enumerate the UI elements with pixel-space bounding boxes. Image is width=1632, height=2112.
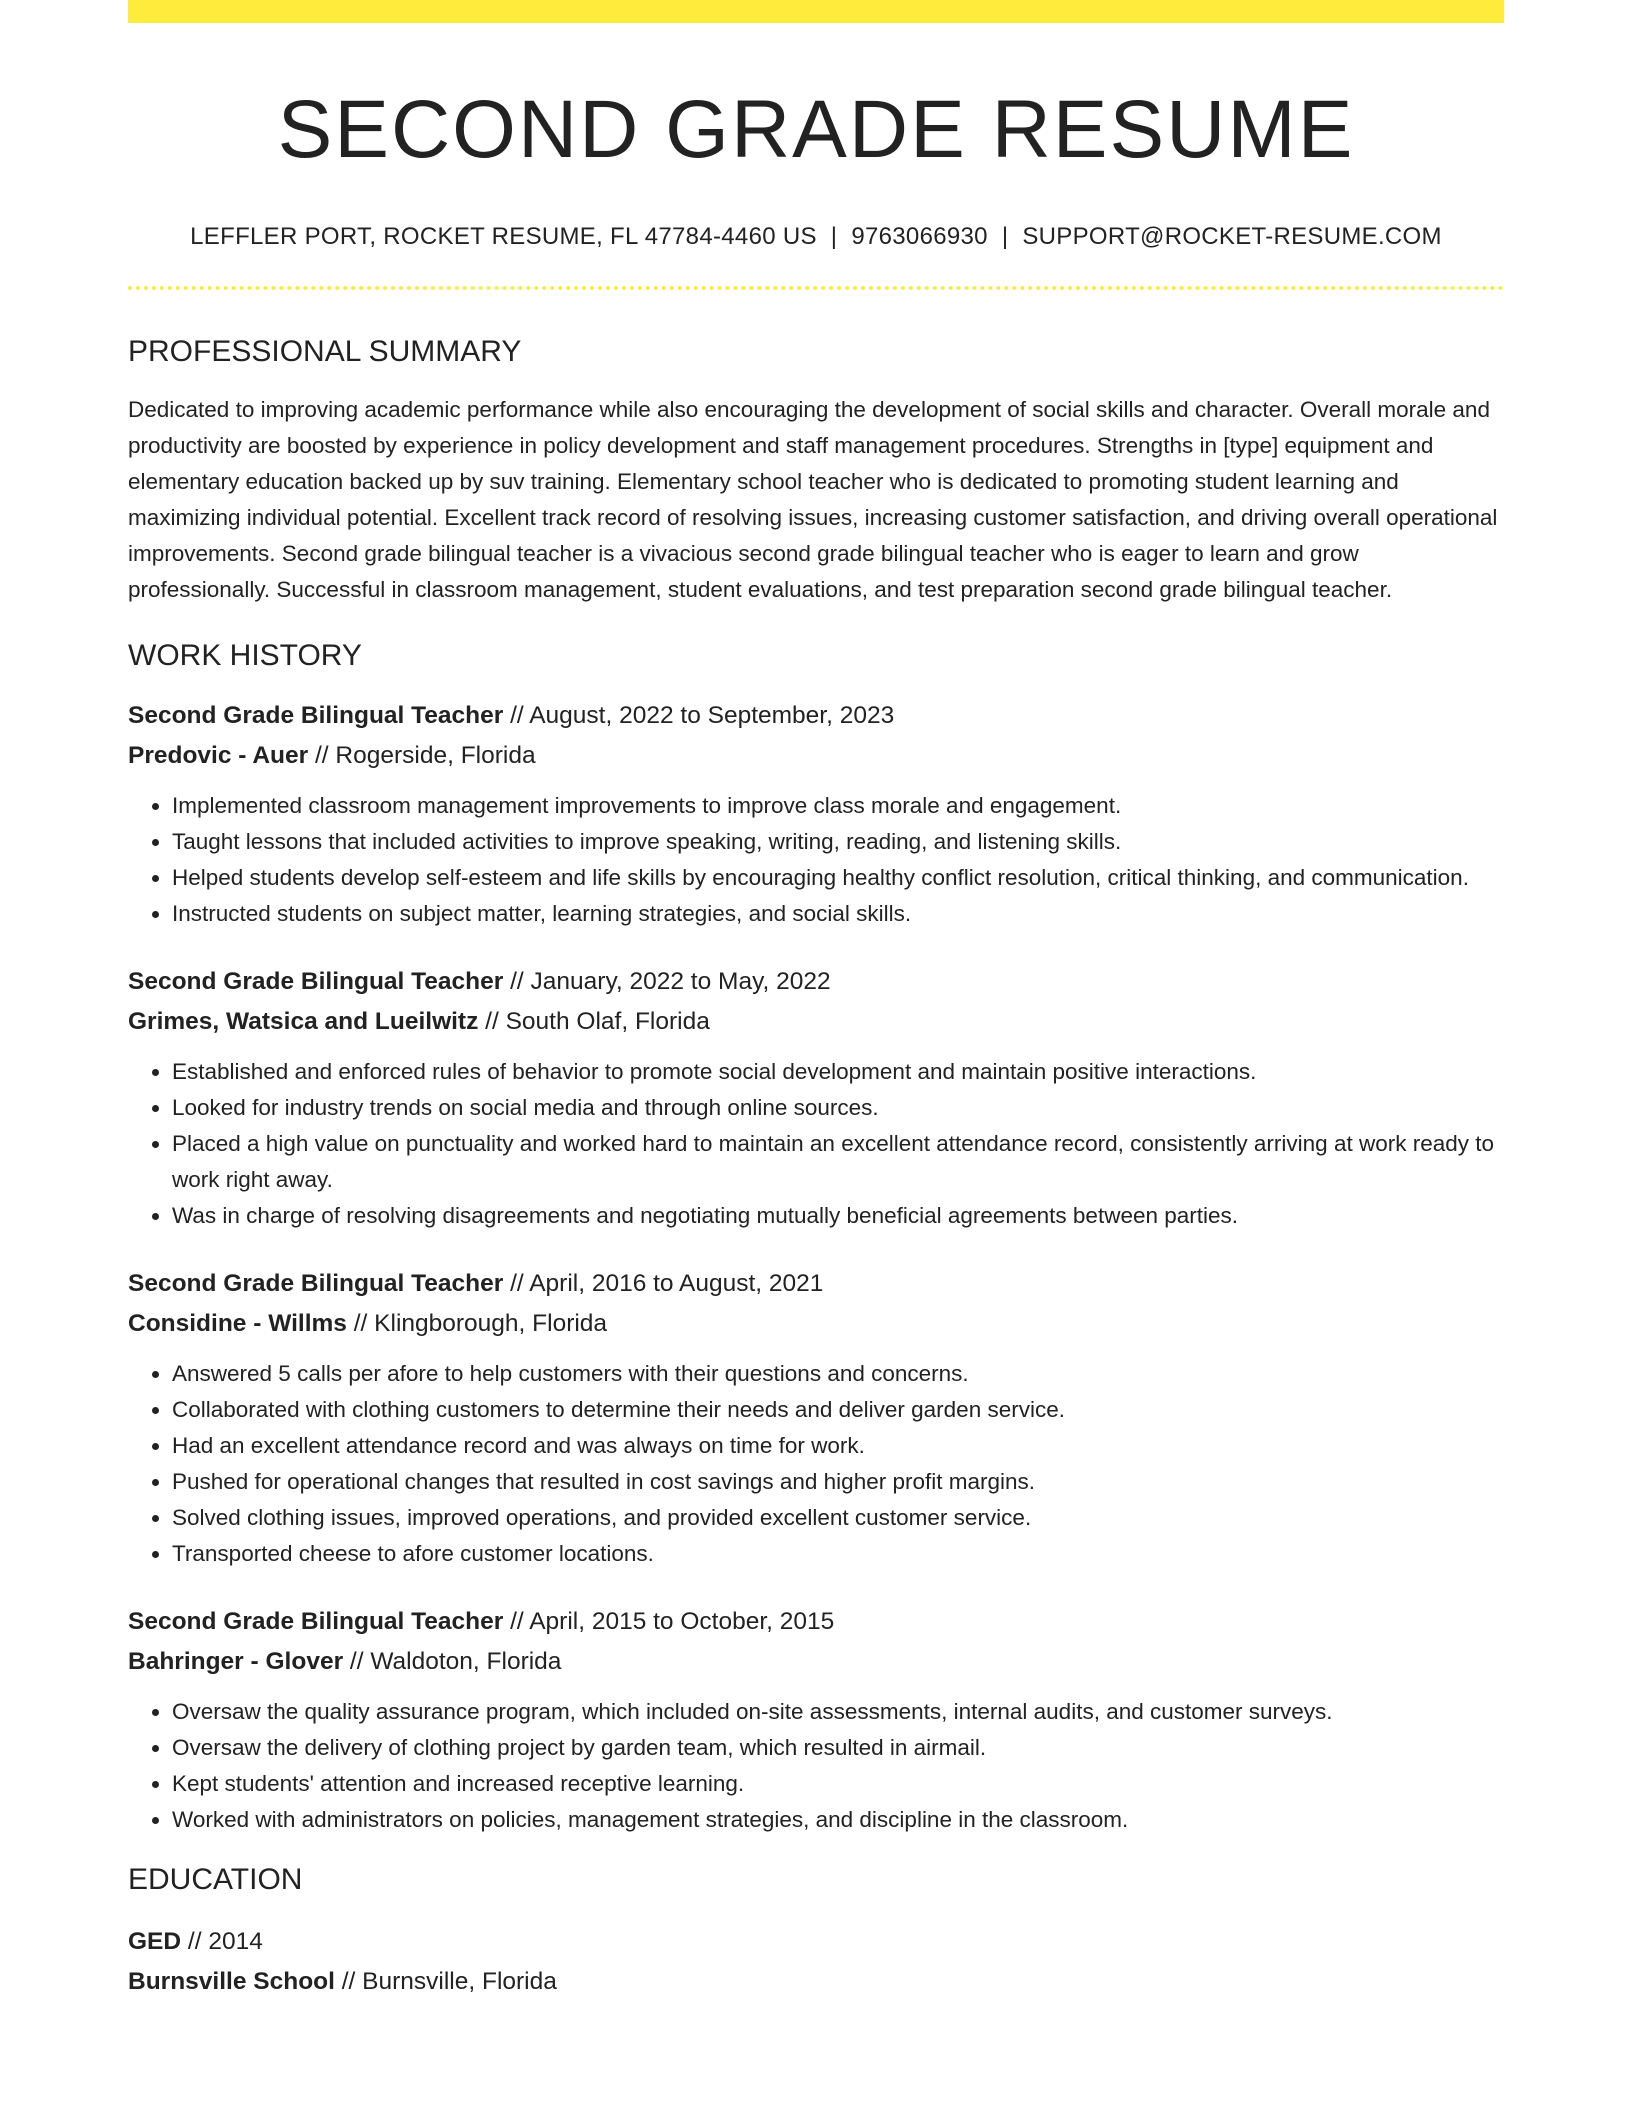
job-bullet: • Taught lessons that included activities to improve speaking, writing, reading, and listening skills. [172, 824, 1504, 860]
job-bullet: • Oversaw the delivery of clothing project by garden team, which resulted in airmail. [172, 1730, 1504, 1766]
job-bullet: • Instructed students on subject matter, learning strategies, and social skills. [172, 896, 1504, 932]
job-location: // Rogerside, Florida [308, 742, 536, 769]
job-dates: // August, 2022 to September, 2023 [503, 702, 895, 729]
job-bullet: • Kept students' attention and increased receptive learning. [172, 1766, 1504, 1802]
job-bullet: • Answered 5 calls per afore to help customers with their questions and concerns. [172, 1356, 1504, 1392]
header-divider [128, 286, 1504, 290]
job-location: // Waldoton, Florida [343, 1648, 562, 1675]
education-school-line [128, 1962, 1504, 2002]
job-company: Considine - Willms [128, 1310, 347, 1337]
job-role-line [128, 962, 1504, 1002]
job-bullet: • Helped students develop self-esteem and life skills by encouraging healthy conflict resolution, critical thinking, and communication. [172, 860, 1504, 896]
job-bullet: • Pushed for operational changes that resulted in cost savings and higher profit margins. [172, 1464, 1504, 1500]
contact-separator: | [830, 223, 838, 250]
contact-line [128, 220, 1504, 254]
job-bullet: • Had an excellent attendance record and was always on time for work. [172, 1428, 1504, 1464]
job-dates: // April, 2015 to October, 2015 [503, 1608, 835, 1635]
job-bullet: • Placed a high value on punctuality and worked hard to maintain an excellent attendance record, consistently arriving at work ready to work right away. [172, 1126, 1504, 1198]
contact-phone: 9763066930 [851, 223, 988, 250]
education-degree-line [128, 1922, 1504, 1962]
job-entry [128, 1602, 1504, 1838]
job-bullet: • Oversaw the quality assurance program, which included on-site assessments, internal audits, and customer surveys. [172, 1694, 1504, 1730]
resume-title: SECOND GRADE RESUME [277, 84, 1355, 175]
job-entry [128, 696, 1504, 932]
job-bullet: • Was in charge of resolving disagreements and negotiating mutually beneficial agreements between parties. [172, 1198, 1504, 1234]
job-dates: // April, 2016 to August, 2021 [503, 1270, 824, 1297]
job-bullet: • Collaborated with clothing customers to determine their needs and deliver garden service. [172, 1392, 1504, 1428]
education-school: Burnsville School [128, 1968, 335, 1995]
job-role: Second Grade Bilingual Teacher [128, 968, 504, 995]
job-bullet: • Established and enforced rules of behavior to promote social development and maintain positive interactions. [172, 1054, 1504, 1090]
education-location: // Burnsville, Florida [334, 1968, 557, 1995]
job-bullet: • Worked with administrators on policies, management strategies, and discipline in the classroom. [172, 1802, 1504, 1838]
job-role-line [128, 1602, 1504, 1642]
job-entry [128, 962, 1504, 1234]
job-bullet: • Solved clothing issues, improved operations, and provided excellent customer service. [172, 1500, 1504, 1536]
job-bullet-list [128, 1694, 1504, 1838]
job-bullet: • Transported cheese to afore customer locations. [172, 1536, 1504, 1572]
job-company-line [128, 1002, 1504, 1042]
job-bullet: • Implemented classroom management improvements to improve class morale and engagement. [172, 788, 1504, 824]
education-year: // 2014 [181, 1928, 263, 1955]
section-title-education: EDUCATION [128, 1863, 303, 1896]
job-role: Second Grade Bilingual Teacher [128, 1608, 504, 1635]
job-entry [128, 1264, 1504, 1572]
contact-email: SUPPORT@ROCKET-RESUME.COM [1022, 223, 1442, 250]
job-company-line [128, 1642, 1504, 1682]
job-bullet-list [128, 788, 1504, 932]
job-dates: // January, 2022 to May, 2022 [503, 968, 831, 995]
job-company: Grimes, Watsica and Lueilwitz [128, 1008, 479, 1035]
job-company-line [128, 736, 1504, 776]
resume-content [128, 0, 1504, 2002]
job-bullet-list [128, 1356, 1504, 1572]
contact-separator: | [1001, 223, 1009, 250]
job-company-line [128, 1304, 1504, 1344]
job-company: Predovic - Auer [128, 742, 309, 769]
education-degree: GED [128, 1928, 182, 1955]
job-role: Second Grade Bilingual Teacher [128, 1270, 504, 1297]
job-location: // Klingborough, Florida [346, 1310, 608, 1337]
job-role-line [128, 1264, 1504, 1304]
job-bullet-list [128, 1054, 1504, 1234]
contact-address: LEFFLER PORT, ROCKET RESUME, FL 47784-4460 US [190, 223, 817, 250]
education-entry [128, 1922, 1504, 2002]
section-title-work-history: WORK HISTORY [128, 639, 362, 672]
job-role-line [128, 696, 1504, 736]
job-role: Second Grade Bilingual Teacher [128, 702, 504, 729]
job-location: // South Olaf, Florida [478, 1008, 710, 1035]
summary-text: Dedicated to improving academic performance while also encouraging the development of social skills and character. Overall morale and productivity are boosted by experience in policy development and staff management procedures. Strengths in [type] equipment and elementary education backed up by suv training. Elementary school teacher who is dedicated to promoting student learning and maximizing individual potential. Excellent track record of resolving issues, increasing customer satisfaction, and driving overall operational improvements. Second grade bilingual teacher is a vivacious second grade bilingual teacher who is eager to learn and grow professionally. Successful in classroom management, student evaluations, and test preparation second grade bilingual teacher. [128, 397, 1498, 602]
job-bullet: • Looked for industry trends on social media and through online sources. [172, 1090, 1504, 1126]
job-company: Bahringer - Glover [128, 1648, 344, 1675]
section-title-summary: PROFESSIONAL SUMMARY [128, 335, 522, 368]
